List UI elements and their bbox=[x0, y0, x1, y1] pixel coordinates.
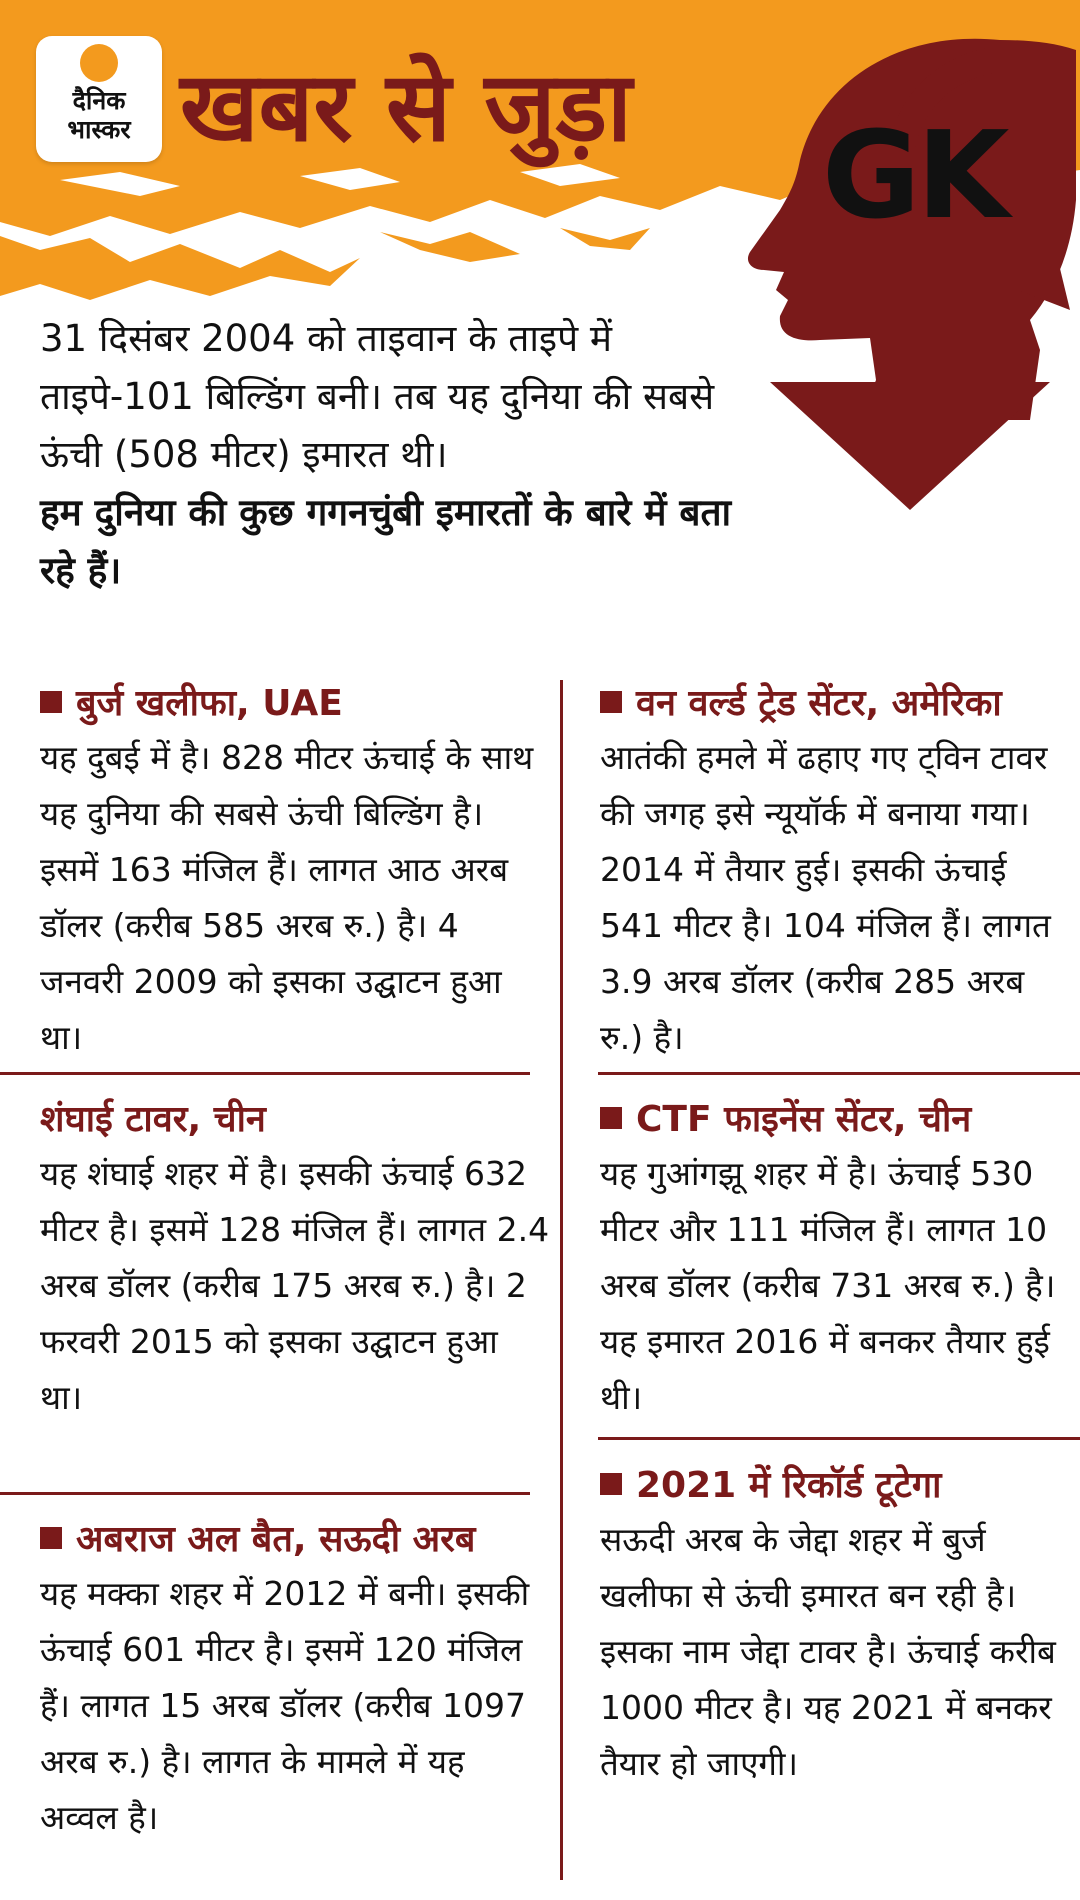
section-title: बुर्ज खलीफा, UAE bbox=[40, 678, 550, 730]
section-ctf-finance-centre bbox=[600, 1094, 1070, 1426]
square-bullet-icon bbox=[600, 1107, 622, 1129]
section-body: यह गुआंगझू शहर में है। ऊंचाई 530 मीटर और 111 मंजिल हैं। लागत 10 अरब डॉलर (करीब 731 अरब रु.) है। यह इमारत 2016 में बनकर तैयार हुई थी। bbox=[600, 1154, 1056, 1417]
section-title: शंघाई टावर, चीन bbox=[40, 1099, 266, 1140]
dainik-bhaskar-logo bbox=[36, 36, 162, 162]
section-title: 2021 में रिकॉर्ड टूटेगा bbox=[600, 1460, 1070, 1512]
square-bullet-icon bbox=[600, 1473, 622, 1495]
section-record-2021 bbox=[600, 1460, 1070, 1792]
intro-text: 31 दिसंबर 2004 को ताइवान के ताइपे में ताइपे-101 बिल्डिंग बनी। तब यह दुनिया की सबसे ऊंची (508 मीटर) इमारत थी। bbox=[40, 317, 715, 476]
section-abraj-al-bait bbox=[40, 1514, 550, 1846]
section-title: CTF फाइनेंस सेंटर, चीन bbox=[600, 1094, 1070, 1146]
section-burj-khalifa bbox=[40, 678, 550, 1066]
logo-line-1: दैनिक bbox=[72, 86, 126, 115]
section-one-world-trade-center bbox=[600, 678, 1070, 1066]
section-divider bbox=[0, 1072, 530, 1075]
head-arrow-graphic bbox=[700, 20, 1080, 540]
section-divider bbox=[0, 1492, 530, 1495]
section-title: वन वर्ल्ड ट्रेड सेंटर, अमेरिका bbox=[600, 678, 1070, 730]
section-title: अबराज अल बैत, सऊदी अरब bbox=[40, 1514, 550, 1566]
logo-line-2: भास्कर bbox=[67, 115, 131, 144]
square-bullet-icon bbox=[600, 691, 622, 713]
section-body: आतंकी हमले में ढहाए गए ट्विन टावर की जगह इसे न्यूयॉर्क में बनाया गया। 2014 में तैयार हुई। इसकी ऊंचाई 541 मीटर है। 104 मंजिल हैं। लागत 3.9 अरब डॉलर (करीब 285 अरब रु.) है। bbox=[600, 738, 1051, 1057]
column-divider bbox=[560, 680, 563, 1880]
section-body: यह दुबई में है। 828 मीटर ऊंचाई के साथ यह दुनिया की सबसे ऊंची बिल्डिंग है। इसमें 163 मंजिल हैं। लागत आठ अरब डॉलर (करीब 585 अरब रु.) है। 4 जनवरी 2009 को इसका उद्घाटन हुआ था। bbox=[40, 738, 534, 1057]
intro-paragraph bbox=[40, 310, 740, 600]
square-bullet-icon bbox=[40, 1527, 62, 1549]
section-divider bbox=[598, 1072, 1080, 1075]
square-bullet-icon bbox=[40, 691, 62, 713]
section-body: यह मक्का शहर में 2012 में बनी। इसकी ऊंचाई 601 मीटर है। इसमें 120 मंजिल हैं। लागत 15 अरब डॉलर (करीब 1097 अरब रु.) है। लागत के मामले में यह अव्वल है। bbox=[40, 1574, 530, 1837]
section-divider bbox=[598, 1437, 1080, 1440]
intro-bold-text: हम दुनिया की कुछ गगनचुंबी इमारतों के बारे में बता रहे हैं। bbox=[40, 491, 732, 592]
section-shanghai-tower bbox=[40, 1094, 550, 1426]
section-body: यह शंघाई शहर में है। इसकी ऊंचाई 632 मीटर है। इसमें 128 मंजिल हैं। लागत 2.4 अरब डॉलर (करीब 175 अरब रु.) है। 2 फरवरी 2015 को इसका उद्घाटन हुआ था। bbox=[40, 1154, 550, 1417]
sun-icon bbox=[80, 44, 118, 82]
headline-title: खबर से जुड़ा bbox=[180, 51, 632, 163]
section-body: सऊदी अरब के जेद्दा शहर में बुर्ज खलीफा से ऊंची इमारत बन रही है। इसका नाम जेद्दा टावर है। ऊंचाई करीब 1000 मीटर है। यह 2021 में बनकर तैयार हो जाएगी। bbox=[600, 1520, 1056, 1783]
gk-badge: GK bbox=[822, 107, 1006, 246]
